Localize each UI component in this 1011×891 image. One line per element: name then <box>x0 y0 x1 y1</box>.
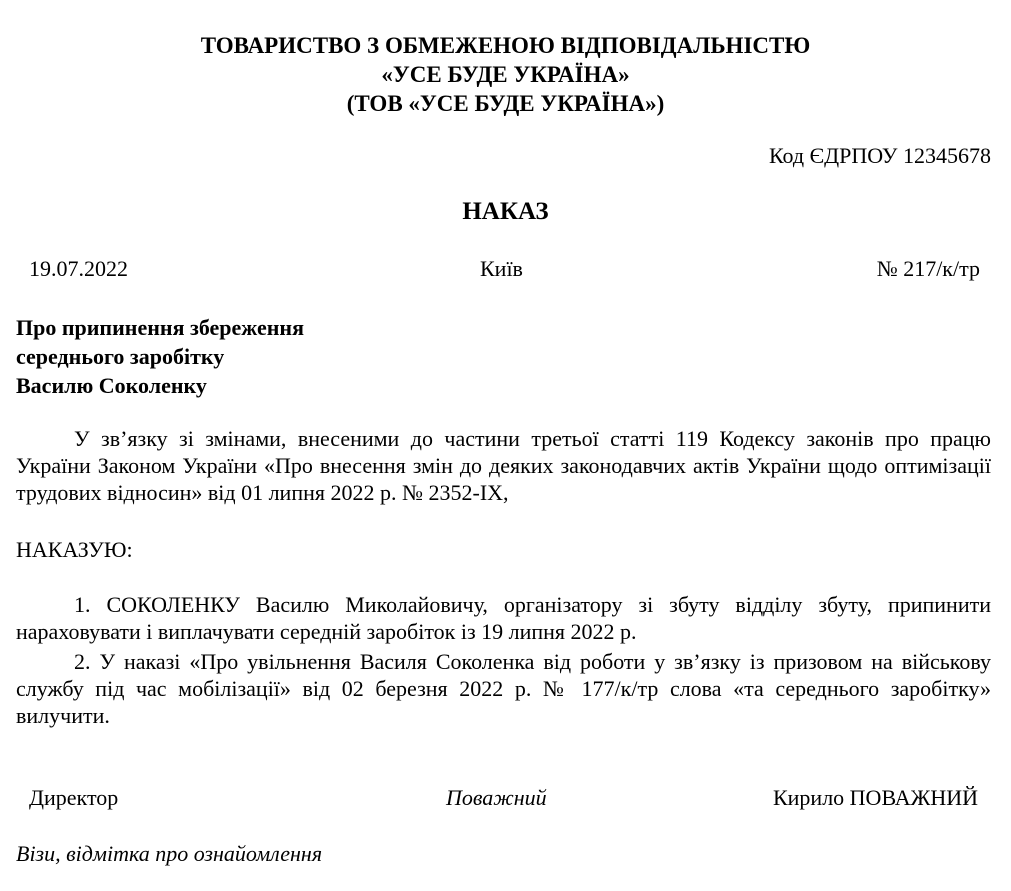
order-date: 19.07.2022 <box>29 256 128 281</box>
subject-line-3: Василю Соколенку <box>16 373 207 398</box>
visas-note: Візи, відмітка про ознайомлення <box>16 841 323 866</box>
signature-position: Директор <box>29 785 119 810</box>
org-name-line-2: «УСЕ БУДЕ УКРАЇНА» <box>381 62 630 87</box>
subject-line-1: Про припинення збереження <box>16 315 304 340</box>
order-item-2: 2. У наказі «Про увільнення Василя Соколенка від роботи у зв’язку із призовом на військову службу під час мобілізації» від 02 березня 2022 р. № 177/к/тр слова «та середнього заробітку» вилучити. <box>16 649 991 728</box>
order-subject <box>16 313 304 400</box>
order-word: НАКАЗУЮ: <box>16 537 133 562</box>
handwritten-signature: Поважний <box>446 785 547 810</box>
order-item-1: 1. СОКОЛЕНКУ Василю Миколайовичу, організатору зі збуту відділу збуту, припинити нараховувати і виплачувати середній заробіток із 19 липня 2022 р. <box>16 592 991 644</box>
subject-line-2: середнього заробітку <box>16 344 225 369</box>
preamble-paragraph: У зв’язку зі змінами, внесеними до частини третьої статті 119 Кодексу законів про працю України Законом України «Про внесення змін до деяких законодавчих актів України щодо оптимізації трудових відносин» від 01 липня 2022 р. № 2352-IX, <box>16 426 991 505</box>
document-title: НАКАЗ <box>462 198 549 225</box>
org-short-name: (ТОВ «УСЕ БУДЕ УКРАЇНА») <box>346 91 665 116</box>
org-name-line-1: ТОВАРИСТВО З ОБМЕЖЕНОЮ ВІДПОВІДАЛЬНІСТЮ <box>200 33 811 58</box>
signatory-name: Кирило ПОВАЖНИЙ <box>772 785 978 810</box>
edrpou-code: Код ЄДРПОУ 12345678 <box>768 143 991 168</box>
order-city: Київ <box>480 256 523 281</box>
order-number: № 217/к/тр <box>876 256 980 281</box>
